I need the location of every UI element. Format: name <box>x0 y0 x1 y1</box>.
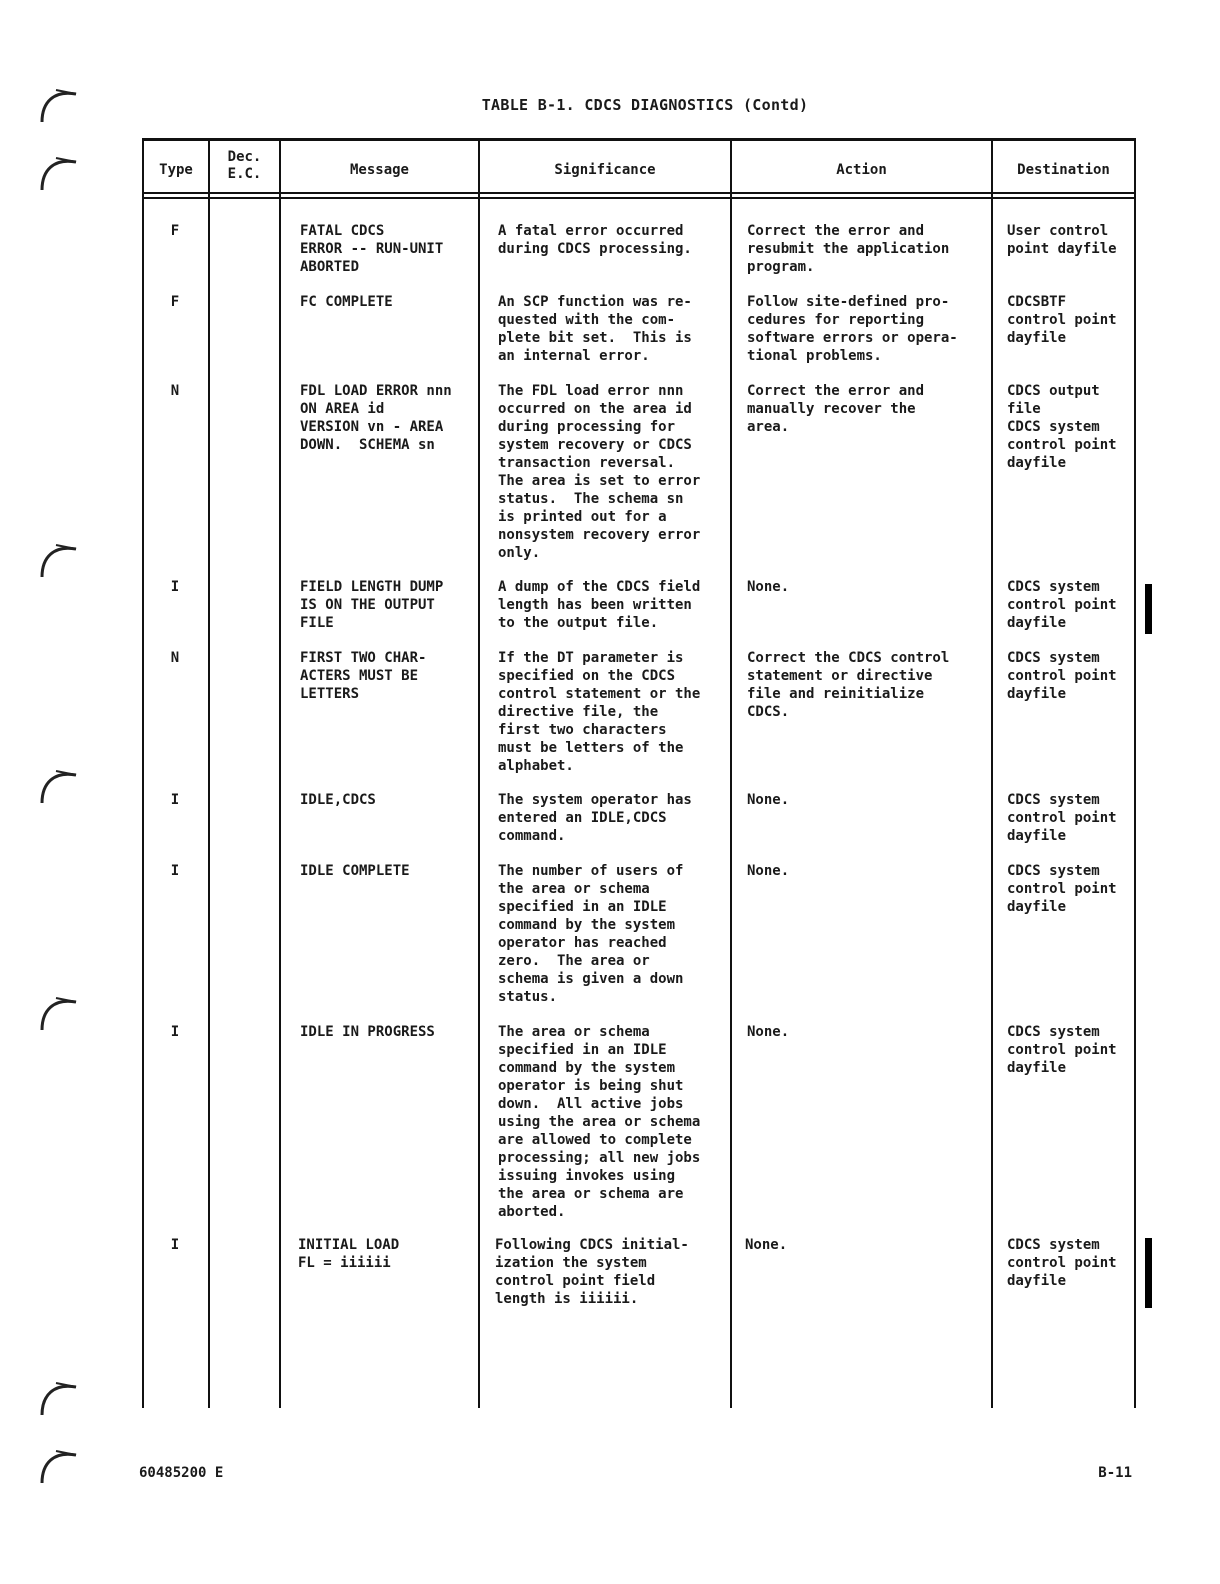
row-significance: If the DT parameter is specified on the CDCS control statement or the directive file, the first two characters must be letters of the alphabet. <box>498 650 701 774</box>
binder-hole-mark <box>36 82 80 130</box>
header-type: Type <box>159 161 193 178</box>
row-message: FIRST TWO CHAR- ACTERS MUST BE LETTERS <box>300 650 427 702</box>
row-significance: The FDL load error nnn occurred on the area id during processing for system recovery or CDCS transaction reversal. The area is set to error status. The schema sn is printed out for a nonsystem recovery error only. <box>498 383 701 561</box>
row-destination: CDCS system control point dayfile <box>1007 792 1117 844</box>
row-type: F <box>170 294 180 310</box>
column-divider <box>1134 138 1136 1408</box>
table-top-rule <box>142 138 1136 141</box>
row-type: N <box>170 383 180 399</box>
row-type: N <box>170 650 180 666</box>
header-action: Action <box>836 161 887 178</box>
column-divider <box>142 138 144 1408</box>
binder-hole-mark <box>36 990 80 1038</box>
header-significance: Significance <box>554 161 656 178</box>
change-bar <box>1145 1238 1152 1308</box>
row-destination: CDCSBTF control point dayfile <box>1007 294 1117 346</box>
header-destination: Destination <box>1017 161 1110 178</box>
row-message: IDLE IN PROGRESS <box>300 1024 435 1040</box>
row-destination: CDCS system control point dayfile <box>1007 1237 1117 1289</box>
row-action: None. <box>747 579 790 595</box>
change-bar <box>1145 584 1152 634</box>
row-message: IDLE,CDCS <box>300 792 376 808</box>
row-significance: The number of users of the area or schema specified in an IDLE command by the system operator has reached zero. The area or schema is given a down status. <box>498 863 684 1005</box>
binder-hole-mark <box>36 1443 80 1491</box>
row-destination: CDCS system control point dayfile <box>1007 863 1117 915</box>
row-destination: User control point dayfile <box>1007 223 1117 257</box>
row-type: I <box>170 863 180 879</box>
row-type: I <box>170 792 180 808</box>
binder-hole-mark <box>36 150 80 198</box>
binder-hole-mark <box>36 763 80 811</box>
row-significance: An SCP function was re- quested with the com- plete bit set. This is an internal error. <box>498 294 692 364</box>
row-message: FATAL CDCS ERROR -- RUN-UNIT ABORTED <box>300 223 444 275</box>
row-message: INITIAL LOAD FL = iiiiii <box>298 1237 400 1271</box>
row-action: None. <box>747 863 790 879</box>
column-divider <box>730 138 732 1408</box>
row-message: FDL LOAD ERROR nnn ON AREA id VERSION vn - AREA DOWN. SCHEMA sn <box>300 383 452 453</box>
row-action: Follow site-defined pro- cedures for reporting software errors or opera- tional problems. <box>747 294 958 364</box>
column-divider <box>478 138 480 1408</box>
column-divider <box>991 138 993 1408</box>
row-significance: The area or schema specified in an IDLE command by the system operator is being shut down. All active jobs using the area or schema are allowed to complete processing; all new jobs issuing invokes using the area or schema are aborted. <box>498 1024 701 1220</box>
table-title: TABLE B-1. CDCS DIAGNOSTICS (Contd) <box>481 96 809 114</box>
row-message: FIELD LENGTH DUMP IS ON THE OUTPUT FILE <box>300 579 444 631</box>
header-dec-ec: Dec. E.C. <box>227 149 262 182</box>
document-number: 60485200 E <box>139 1465 224 1481</box>
row-type: F <box>170 223 180 239</box>
row-action: Correct the error and resubmit the application program. <box>747 223 950 275</box>
row-action: Correct the error and manually recover the area. <box>747 383 925 435</box>
row-action: None. <box>747 1024 790 1040</box>
diagnostics-table <box>142 138 1136 1408</box>
row-type: I <box>170 1237 180 1253</box>
column-divider <box>208 138 210 1408</box>
row-destination: CDCS system control point dayfile <box>1007 650 1117 702</box>
row-destination: CDCS system control point dayfile <box>1007 1024 1117 1076</box>
binder-hole-mark <box>36 1375 80 1423</box>
row-type: I <box>170 1024 180 1040</box>
row-destination: CDCS output file CDCS system control point dayfile <box>1007 383 1117 471</box>
row-action: None. <box>745 1237 788 1253</box>
row-significance: The system operator has entered an IDLE,CDCS command. <box>498 792 692 844</box>
binder-hole-mark <box>36 537 80 585</box>
row-significance: Following CDCS initial- ization the system control point field length is iiiiii. <box>495 1237 689 1307</box>
row-significance: A dump of the CDCS field length has been written to the output file. <box>498 579 701 631</box>
row-type: I <box>170 579 180 595</box>
row-significance: A fatal error occurred during CDCS processing. <box>498 223 692 257</box>
row-destination: CDCS system control point dayfile <box>1007 579 1117 631</box>
row-action: None. <box>747 792 790 808</box>
header-message: Message <box>349 161 409 178</box>
page-number: B-11 <box>1098 1465 1132 1481</box>
column-divider <box>279 138 281 1408</box>
row-action: Correct the CDCS control statement or directive file and reinitialize CDCS. <box>747 650 950 720</box>
row-message: FC COMPLETE <box>300 294 393 310</box>
row-message: IDLE COMPLETE <box>300 863 410 879</box>
